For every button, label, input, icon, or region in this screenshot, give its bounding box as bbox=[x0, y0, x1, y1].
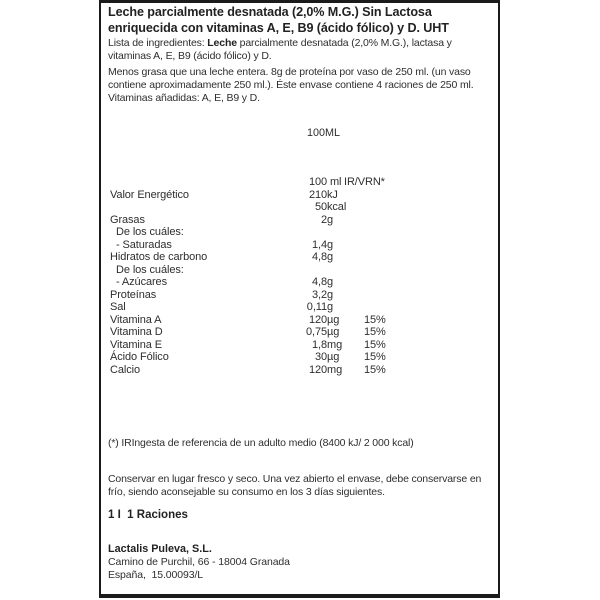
storage-instructions: Conservar en lugar fresco y seco. Una vez abierto el envase, debe conservarse en frío, siendo aconsejable su consumo en los 3 días siguientes. bbox=[108, 473, 482, 498]
nutrient-amount: 120 bbox=[308, 313, 327, 326]
nutrient-unit: g bbox=[327, 301, 334, 313]
nutrient-unit: µg bbox=[327, 351, 340, 363]
column-amount-number: 100 bbox=[308, 176, 327, 188]
table-row bbox=[101, 301, 498, 314]
nutrient-amount: 3,2 bbox=[312, 288, 327, 301]
nutrient-label: Calcio bbox=[110, 363, 140, 376]
table-row bbox=[101, 314, 498, 327]
nutrient-pct: 15% bbox=[364, 363, 386, 376]
table-row bbox=[101, 289, 498, 302]
servings-line: 1 I 1 Raciones bbox=[108, 509, 188, 521]
nutrient-label: Valor Energético bbox=[110, 188, 189, 201]
nutrient-pct: 15% bbox=[364, 313, 386, 326]
nutrient-unit: mg bbox=[327, 338, 343, 351]
nutrient-unit: kcal bbox=[327, 201, 347, 213]
column-amount-unit: ml bbox=[327, 176, 342, 188]
table-row bbox=[101, 251, 498, 264]
manufacturer-country-registration: España, 15.00093/L bbox=[108, 569, 204, 581]
nutrient-label: Ácido Fólico bbox=[110, 351, 169, 363]
ingredients-rest: parcialmente desnatada (2,0% M.G.), lactasa y vitaminas A, E, B9 (ácido fólico) y D. bbox=[108, 37, 452, 62]
nutrient-label: Vitamina D bbox=[110, 326, 163, 338]
table-header-row bbox=[101, 176, 498, 189]
nutrient-unit: g bbox=[327, 288, 334, 301]
nutrient-amount: 0,75 bbox=[305, 326, 327, 338]
nutrition-table bbox=[101, 176, 498, 376]
table-row bbox=[101, 351, 498, 364]
table-row bbox=[101, 276, 498, 289]
nutrient-label: - Azúcares bbox=[116, 276, 167, 288]
nutrient-pct: 15% bbox=[364, 338, 386, 351]
nutrient-amount: 1,4 bbox=[312, 238, 327, 251]
table-row bbox=[101, 239, 498, 252]
nutrient-amount: 1,8 bbox=[312, 338, 327, 351]
table-row bbox=[101, 326, 498, 339]
nutrient-amount: 30 bbox=[314, 351, 327, 363]
product-description: Menos grasa que una leche entera. 8g de proteína por vaso de 250 ml. (un vaso contiene aproximadamente 250 ml.). Éste envase contiene 4 raciones de 250 ml. Vitaminas añadidas: A, E, B9 y D. bbox=[108, 66, 474, 104]
nutrient-unit: g bbox=[327, 251, 334, 263]
nutrient-unit: kJ bbox=[327, 188, 338, 201]
nutrient-label: De los cuáles: bbox=[116, 263, 184, 276]
table-row bbox=[101, 189, 498, 202]
nutrient-label: - Saturadas bbox=[116, 238, 172, 251]
nutrition-label-panel bbox=[99, 0, 500, 598]
manufacturer-address: Camino de Purchil, 66 - 18004 Granada bbox=[108, 556, 290, 568]
nutrient-amount: 120 bbox=[308, 363, 327, 376]
nutrient-pct: 15% bbox=[364, 351, 386, 363]
nutrient-amount: 2 bbox=[320, 213, 327, 226]
nutrient-label: Grasas bbox=[110, 213, 145, 226]
nutrient-label: Vitamina A bbox=[110, 313, 162, 326]
nutrient-label: Proteínas bbox=[110, 288, 157, 301]
ingredients-list bbox=[108, 37, 498, 63]
reference-intake-footnote: (*) IRIngesta de referencia de un adulto medio (8400 kJ/ 2 000 kcal) bbox=[108, 437, 414, 449]
table-row bbox=[101, 201, 498, 214]
nutrient-amount: 50 bbox=[314, 201, 327, 213]
nutrient-unit: mg bbox=[327, 363, 343, 376]
nutrient-pct: 15% bbox=[364, 326, 386, 338]
nutrient-amount: 210 bbox=[308, 188, 327, 201]
nutrient-amount: 4,8 bbox=[312, 251, 327, 263]
ingredients-bold-word: Leche bbox=[207, 37, 237, 49]
nutrient-label: De los cuáles: bbox=[116, 226, 184, 238]
manufacturer-name: Lactalis Puleva, S.L. bbox=[108, 543, 212, 555]
nutrient-amount: 4,8 bbox=[312, 276, 327, 288]
table-row bbox=[101, 214, 498, 227]
nutrient-amount: 0,11 bbox=[306, 301, 327, 313]
nutrient-unit: µg bbox=[327, 326, 340, 338]
nutrient-unit: g bbox=[327, 238, 334, 251]
nutrient-unit: µg bbox=[327, 313, 340, 326]
nutrient-unit: g bbox=[327, 213, 334, 226]
nutrient-label: Vitamina E bbox=[110, 338, 162, 351]
table-row bbox=[101, 364, 498, 377]
nutrient-label: Sal bbox=[110, 301, 126, 313]
ingredients-prefix: Lista de ingredientes: bbox=[108, 37, 208, 49]
nutrient-unit: g bbox=[327, 276, 334, 288]
table-row bbox=[101, 339, 498, 352]
serving-size-header: 100ML bbox=[307, 127, 341, 139]
nutrient-label: Hidratos de carbono bbox=[110, 251, 208, 263]
table-row bbox=[101, 226, 498, 239]
column-reference-intake: IR/VRN* bbox=[344, 176, 385, 188]
product-title: Leche parcialmente desnatada (2,0% M.G.) Sin Lactosa enriquecida con vitaminas A, E, B9 (ácido fólico) y D. UHT bbox=[108, 5, 449, 35]
table-row bbox=[101, 264, 498, 277]
